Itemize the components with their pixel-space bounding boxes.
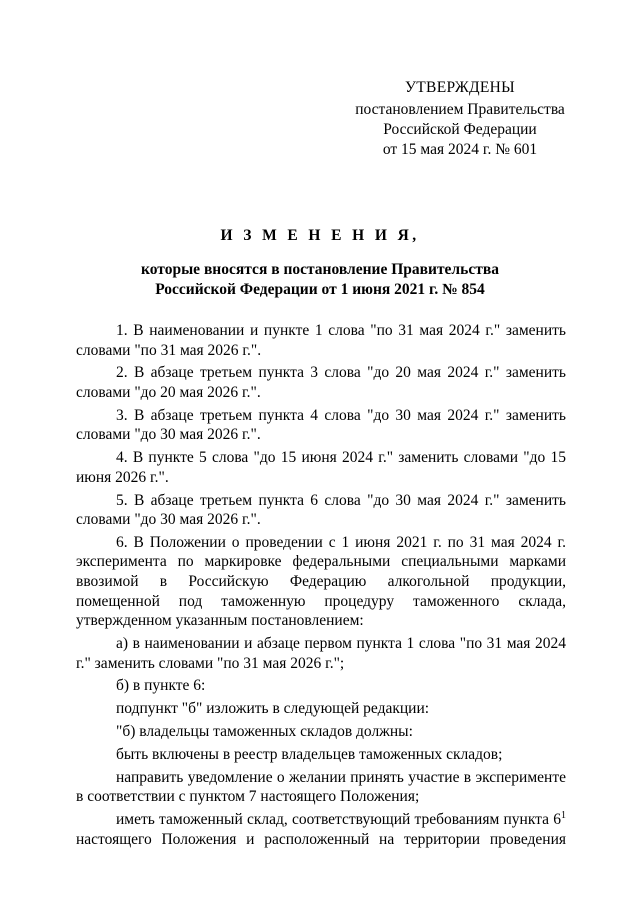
paragraph-6: 6. В Положении о проведении с 1 июня 2021 г. по 31 мая 2024 г. эксперимента по маркировке федеральными специальными марками ввозимой в Российскую Федерацию алкогольной продукции, помещенной под таможенную процедуру таможенного склада, утвержденном указанным постановлением: [76,533,566,630]
paragraph-4: 4. В пункте 5 слова "до 15 июня 2024 г." заменить словами "до 15 июня 2026 г.". [76,449,566,486]
paragraph-1: 1. В наименовании и пункте 1 слова "по 31 мая 2024 г." заменить словами "по 31 мая 2026 г.". [76,322,566,359]
subparagraph-b-line-5 [76,810,566,830]
paragraph-2: 2. В абзаце третьем пункта 3 слова "до 20 мая 2024 г." заменить словами "до 20 мая 2026 г.". [76,364,566,401]
superscript-marker: 1 [561,809,566,821]
subparagraph-b-line-6: настоящего Положения и расположенный на территории проведения [76,830,566,848]
subparagraph-b-line-1: подпункт "б" изложить в следующей редакции: [116,700,430,718]
approval-line-1: постановлением Правительства [355,101,565,118]
title-sub-2: Российской Федерации от 1 июня 2021 г. № 854 [155,281,485,298]
subparagraph-b-line-3: быть включены в реестр владельцев таможенных складов; [116,745,503,763]
title-main: И З М Е Н Е Н И Я, [220,227,420,244]
subparagraph-b-line-4: направить уведомление о желании принять участие в эксперименте в соответствии с пунктом 7 настоящего Положения; [76,768,566,806]
paragraph-5: 5. В абзаце третьем пункта 6 слова "до 30 мая 2024 г." заменить словами "до 30 мая 2026 г.". [76,491,566,529]
approval-heading: УТВЕРЖДЕНЫ [405,79,515,96]
title-sub-1: которые вносятся в постановление Правительства [141,261,499,278]
document-body [76,321,566,849]
subparagraph-b-line-2: "б) владельцы таможенных складов должны: [116,722,413,740]
approval-stamp [340,78,580,160]
subparagraph-a: а) в наименовании и абзаце первом пункта 1 слова "по 31 мая 2024 г." заменить словами "по 31 мая 2026 г."; [76,635,566,672]
approval-line-3: от 15 мая 2024 г. № 601 [382,141,538,158]
document-title [60,226,580,300]
subparagraph-b: б) в пункте 6: [116,677,206,695]
subparagraph-b-line-5-text: иметь таможенный склад, соответствующий требованиям пункта 6 [116,810,561,828]
paragraph-3: 3. В абзаце третьем пункта 4 слова "до 30 мая 2024 г." заменить словами "до 30 мая 2026 г.". [76,406,566,444]
approval-line-2: Российской Федерации [383,121,537,138]
